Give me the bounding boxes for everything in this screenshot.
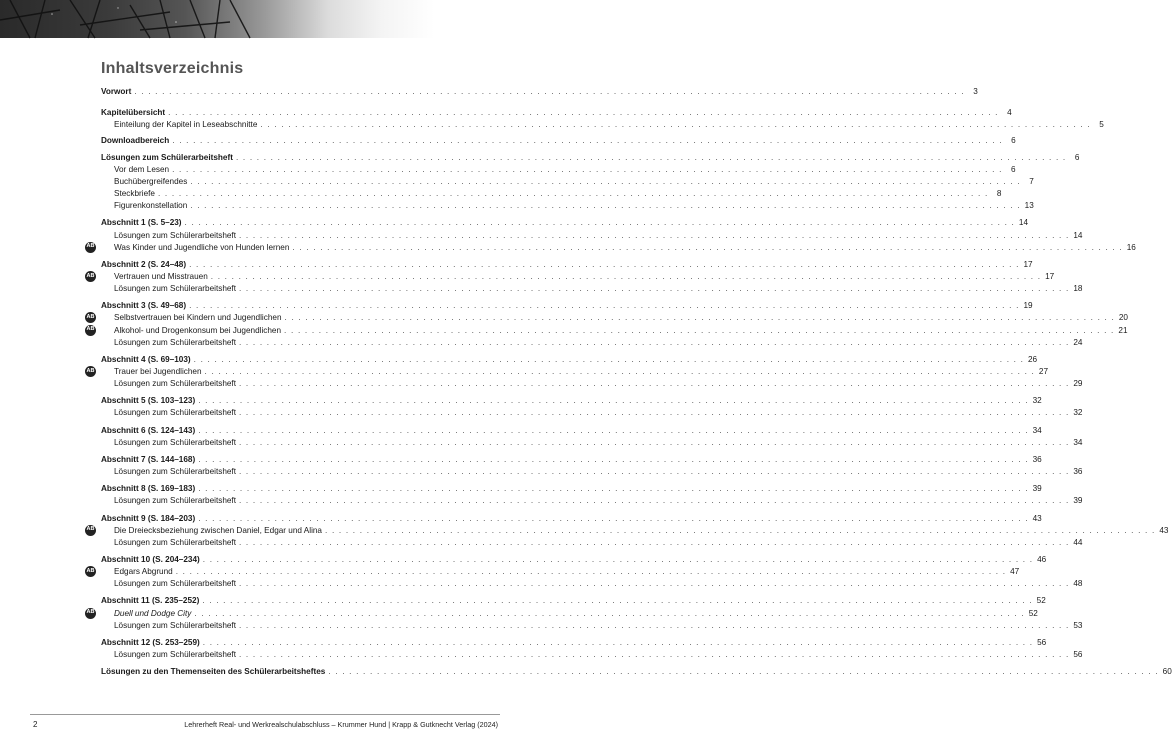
toc-entry [101, 152, 1080, 164]
toc-entry-label: Abschnitt 4 (S. 69–103) [101, 354, 191, 364]
toc-entry-page: 32 [1073, 408, 1083, 418]
toc-entry [101, 164, 1016, 176]
toc-entry [101, 259, 1033, 271]
toc-entry-page: 56 [1037, 637, 1047, 647]
toc-entry [86, 566, 1020, 578]
toc-entry-page: 52 [1036, 596, 1046, 606]
toc-entry-label: Abschnitt 9 (S. 184–203) [101, 513, 196, 523]
toc-entry [101, 466, 1083, 478]
toc-entry-label: Buchübergreifendes [114, 176, 188, 186]
toc-entry-page: 32 [1032, 396, 1042, 406]
toc-dot-leader: . . . . . . . . . . . . . . . . . . . . . . . . . . . . . . . . . . . . . . . . . . . . . . . . . . . . . . . . . . . . . . . . . . . . . . . . . . . . . . . . . . . . . . . . . . . . . . . . . . . . . . . . . . . . . . . . . . . . . . . . [202, 596, 1033, 606]
toc-entry-page: 34 [1032, 425, 1042, 435]
toc-dot-leader: . . . . . . . . . . . . . . . . . . . . . . . . . . . . . . . . . . . . . . . . . . . . . . . . . . . . . . . . . . . . . . . . . . . . . . . . . . . . . . . . . . . . . . . . . . . . . . . . . . . . . . . . . . . . . . . . . . . . . . . . [238, 620, 1070, 630]
toc-entry-page: 56 [1073, 650, 1083, 659]
toc-entry-page: 60 [1162, 667, 1172, 677]
toc-dot-leader: . . . . . . . . . . . . . . . . . . . . . . . . . . . . . . . . . . . . . . . . . . . . . . . . . . . . . . . . . . . . . . . . . . . . . . . . . . . . . . . . . . . . . . . . . . . . . . . . . . . . . . . . . . . . . . . . . . . . . . . . [238, 467, 1070, 477]
toc-entry-page: 19 [1023, 301, 1033, 311]
footer-divider [30, 714, 500, 715]
toc-dot-leader: . . . . . . . . . . . . . . . . . . . . . . . . . . . . . . . . . . . . . . . . . . . . . . . . . . . . . . . . . . . . . . . . . . . . . . . . . . . . . . . . . . . . . . . . . . . . . . . . . . . . . . . . . . . . . . . . . . . . . . . . [172, 164, 1003, 174]
toc-entry [101, 354, 1038, 366]
toc-entry-label: Lösungen zu den Themenseiten des Schülerarbeitsheftes [101, 667, 326, 677]
toc-entry [101, 135, 1016, 147]
toc-entry-label: Vertrauen und Misstrauen [114, 271, 208, 281]
header-banner-image [0, 0, 530, 38]
toc-entry [101, 337, 1083, 349]
toc-entry [101, 495, 1083, 507]
toc-dot-leader: . . . . . . . . . . . . . . . . . . . . . . . . . . . . . . . . . . . . . . . . . . . . . . . . . . . . . . . . . . . . . . . . . . . . . . . . . . . . . . . . . . . . . . . . . . . . . . . . . . . . . . . . . . . . . . . . . . . . . . . . [328, 667, 1159, 677]
toc-entry-label: Abschnitt 6 (S. 124–143) [101, 425, 196, 435]
ab-badge-icon: AB [85, 366, 96, 377]
toc-dot-leader: . . . . . . . . . . . . . . . . . . . . . . . . . . . . . . . . . . . . . . . . . . . . . . . . . . . . . . . . . . . . . . . . . . . . . . . . . . . . . . . . . . . . . . . . . . . . . . . . . . . . . . . . . . . . . . . . . . . . . . . . [175, 567, 1007, 577]
toc-dot-leader: . . . . . . . . . . . . . . . . . . . . . . . . . . . . . . . . . . . . . . . . . . . . . . . . . . . . . . . . . . . . . . . . . . . . . . . . . . . . . . . . . . . . . . . . . . . . . . . . . . . . . . . . . . . . . . . . . . . . . . . . [193, 354, 1025, 364]
toc-dot-leader: . . . . . . . . . . . . . . . . . . . . . . . . . . . . . . . . . . . . . . . . . . . . . . . . . . . . . . . . . . . . . . . . . . . . . . . . . . . . . . . . . . . . . . . . . . . . . . . . . . . . . . . . . . . . . . . . . . . . . . . . [238, 379, 1070, 389]
toc-entry [101, 454, 1042, 466]
toc-entry-page: 5 [1099, 120, 1104, 130]
toc-entry-page: 36 [1073, 467, 1083, 477]
page-title: Inhaltsverzeichnis [101, 60, 244, 77]
toc-entry [86, 525, 1169, 537]
toc-entry-label: Abschnitt 8 (S. 169–183) [101, 484, 196, 494]
toc-entry-label: Abschnitt 2 (S. 24–48) [101, 259, 187, 269]
toc-entry-page: 34 [1073, 437, 1083, 447]
toc-dot-leader: . . . . . . . . . . . . . . . . . . . . . . . . . . . . . . . . . . . . . . . . . . . . . . . . . . . . . . . . . . . . . . . . . . . . . . . . . . . . . . . . . . . . . . . . . . . . . . . . . . . . . . . . . . . . . . . . . . . . . . . . [184, 218, 1016, 228]
toc-dot-leader: . . . . . . . . . . . . . . . . . . . . . . . . . . . . . . . . . . . . . . . . . . . . . . . . . . . . . . . . . . . . . . . . . . . . . . . . . . . . . . . . . . . . . . . . . . . . . . . . . . . . . . . . . . . . . . . . . . . . . . . . [172, 136, 1003, 146]
toc-entry-label: Lösungen zum Schülerarbeitsheft [114, 284, 236, 294]
toc-entry-page: 8 [996, 189, 1002, 199]
toc-dot-leader: . . . . . . . . . . . . . . . . . . . . . . . . . . . . . . . . . . . . . . . . . . . . . . . . . . . . . . . . . . . . . . . . . . . . . . . . . . . . . . . . . . . . . . . . . . . . . . . . . . . . . . . . . . . . . . . . . . . . . . . . [260, 120, 1091, 130]
toc-entry-label: Lösungen zum Schülerarbeitsheft [114, 230, 236, 240]
ab-badge-icon: AB [85, 608, 96, 619]
toc-entry-page: 17 [1023, 259, 1033, 269]
toc-entry [101, 395, 1042, 407]
toc-entry-label: Downloadbereich [101, 136, 170, 146]
toc-entry-label: Abschnitt 10 (S. 204–234) [101, 554, 200, 564]
ab-badge-icon: AB [85, 271, 96, 282]
toc-entry-page: 16 [1126, 242, 1136, 252]
ab-badge-icon: AB [85, 566, 96, 577]
toc-dot-leader: . . . . . . . . . . . . . . . . . . . . . . . . . . . . . . . . . . . . . . . . . . . . . . . . . . . . . . . . . . . . . . . . . . . . . . . . . . . . . . . . . . . . . . . . . . . . . . . . . . . . . . . . . . . . . . . . . . . . . . . . [198, 513, 1029, 523]
toc-dot-leader: . . . . . . . . . . . . . . . . . . . . . . . . . . . . . . . . . . . . . . . . . . . . . . . . . . . . . . . . . . . . . . . . . . . . . . . . . . . . . . . . . . . . . . . . . . . . . . . . . . . . . . . . . . . . . . . . . . . . . . . . [210, 271, 1042, 281]
toc-dot-leader: . . . . . . . . . . . . . . . . . . . . . . . . . . . . . . . . . . . . . . . . . . . . . . . . . . . . . . . . . . . . . . . . . . . . . . . . . . . . . . . . . . . . . . . . . . . . . . . . . . . . . . . . . . . . . . . . . . . . . . . . [198, 396, 1029, 406]
toc-dot-leader: . . . . . . . . . . . . . . . . . . . . . . . . . . . . . . . . . . . . . . . . . . . . . . . . . . . . . . . . . . . . . . . . . . . . . . . . . . . . . . . . . . . . . . . . . . . . . . . . . . . . . . . . . . . . . . . . . . . . . . . . [238, 496, 1070, 506]
toc-entry-page: 14 [1073, 230, 1083, 240]
ab-badge-icon: AB [85, 242, 96, 253]
toc-entry [101, 578, 1083, 590]
toc-entry [101, 176, 1034, 188]
toc-entry-page: 44 [1073, 537, 1083, 547]
toc-entry-label: Trauer bei Jugendlichen [114, 367, 202, 376]
toc-entry [101, 200, 1034, 212]
toc-entry-page: 39 [1032, 484, 1042, 494]
toc-dot-leader: . . . . . . . . . . . . . . . . . . . . . . . . . . . . . . . . . . . . . . . . . . . . . . . . . . . . . . . . . . . . . . . . . . . . . . . . . . . . . . . . . . . . . . . . . . . . . . . . . . . . . . . . . . . . . . . . . . . . . . . . [292, 242, 1123, 252]
toc-entry-label: Lösungen zum Schülerarbeitsheft [114, 437, 236, 447]
toc-entry-label: Lösungen zum Schülerarbeitsheft [101, 152, 233, 162]
toc-entry [86, 242, 1136, 254]
ab-badge-icon: AB [85, 312, 96, 323]
toc-dot-leader: . . . . . . . . . . . . . . . . . . . . . . . . . . . . . . . . . . . . . . . . . . . . . . . . . . . . . . . . . . . . . . . . . . . . . . . . . . . . . . . . . . . . . . . . . . . . . . . . . . . . . . . . . . . . . . . . . . . . . . . . [198, 425, 1029, 435]
toc-entry-page: 36 [1032, 454, 1042, 464]
toc-entry-page: 6 [1074, 152, 1080, 162]
toc-dot-leader: . . . . . . . . . . . . . . . . . . . . . . . . . . . . . . . . . . . . . . . . . . . . . . . . . . . . . . . . . . . . . . . . . . . . . . . . . . . . . . . . . . . . . . . . . . . . . . . . . . . . . . . . . . . . . . . . . . . . . . . . [194, 608, 1025, 618]
toc-entry-page: 27 [1038, 367, 1049, 376]
toc-entry-page: 20 [1118, 313, 1128, 323]
toc-entry-label: Lösungen zum Schülerarbeitsheft [114, 379, 236, 389]
toc-entry-label: Steckbriefe [114, 189, 155, 199]
toc-entry-label: Lösungen zum Schülerarbeitsheft [114, 650, 236, 659]
toc-entry-label: Abschnitt 1 (S. 5–23) [101, 218, 182, 228]
toc-entry-label: Lösungen zum Schülerarbeitsheft [114, 537, 236, 547]
toc-entry-page: 26 [1028, 354, 1038, 364]
toc-dot-leader: . . . . . . . . . . . . . . . . . . . . . . . . . . . . . . . . . . . . . . . . . . . . . . . . . . . . . . . . . . . . . . . . . . . . . . . . . . . . . . . . . . . . . . . . . . . . . . . . . . . . . . . . . . . . . . . . . . . . . . . . [157, 189, 989, 199]
toc-dot-leader: . . . . . . . . . . . . . . . . . . . . . . . . . . . . . . . . . . . . . . . . . . . . . . . . . . . . . . . . . . . . . . . . . . . . . . . . . . . . . . . . . . . . . . . . . . . . . . . . . . . . . . . . . . . . . . . . . . . . . . . . [238, 337, 1070, 347]
toc-entry-label: Lösungen zum Schülerarbeitsheft [114, 467, 236, 477]
toc-entry [101, 86, 978, 98]
toc-dot-leader: . . . . . . . . . . . . . . . . . . . . . . . . . . . . . . . . . . . . . . . . . . . . . . . . . . . . . . . . . . . . . . . . . . . . . . . . . . . . . . . . . . . . . . . . . . . . . . . . . . . . . . . . . . . . . . . . . . . . . . . . [238, 579, 1070, 589]
toc-dot-leader: . . . . . . . . . . . . . . . . . . . . . . . . . . . . . . . . . . . . . . . . . . . . . . . . . . . . . . . . . . . . . . . . . . . . . . . . . . . . . . . . . . . . . . . . . . . . . . . . . . . . . . . . . . . . . . . . . . . . . . . . [284, 325, 1115, 335]
toc-entry-page: 48 [1073, 579, 1083, 589]
toc-dot-leader: . . . . . . . . . . . . . . . . . . . . . . . . . . . . . . . . . . . . . . . . . . . . . . . . . . . . . . . . . . . . . . . . . . . . . . . . . . . . . . . . . . . . . . . . . . . . . . . . . . . . . . . . . . . . . . . . . . . . . . . . [238, 537, 1070, 547]
toc-entry-page: 13 [1024, 201, 1034, 211]
toc-entry [101, 437, 1083, 449]
toc-entry-page: 6 [1011, 136, 1016, 146]
toc-entry [101, 649, 1083, 661]
toc-entry-label: Abschnitt 5 (S. 103–123) [101, 396, 196, 406]
toc-entry-page: 14 [1018, 218, 1029, 228]
toc-entry-label: Einteilung der Kapitel in Leseabschnitte [114, 120, 258, 130]
toc-dot-leader: . . . . . . . . . . . . . . . . . . . . . . . . . . . . . . . . . . . . . . . . . . . . . . . . . . . . . . . . . . . . . . . . . . . . . . . . . . . . . . . . . . . . . . . . . . . . . . . . . . . . . . . . . . . . . . . . . . . . . . . . [238, 284, 1070, 294]
toc-dot-leader: . . . . . . . . . . . . . . . . . . . . . . . . . . . . . . . . . . . . . . . . . . . . . . . . . . . . . . . . . . . . . . . . . . . . . . . . . . . . . . . . . . . . . . . . . . . . . . . . . . . . . . . . . . . . . . . . . . . . . . . . [235, 152, 1067, 162]
toc-entry-page: 18 [1073, 284, 1083, 294]
toc-entry-page: 46 [1037, 554, 1047, 564]
toc-entry-label: Die Dreiecksbeziehung zwischen Daniel, Edgar und Alina [114, 525, 322, 535]
footer-page-number: 2 [33, 720, 38, 729]
toc-entry-label: Lösungen zum Schülerarbeitsheft [114, 337, 236, 347]
toc-entry [101, 620, 1083, 632]
toc-entry [86, 312, 1128, 324]
toc-entry-label: Selbstvertrauen bei Kindern und Jugendlichen [114, 313, 282, 323]
toc-dot-leader: . . . . . . . . . . . . . . . . . . . . . . . . . . . . . . . . . . . . . . . . . . . . . . . . . . . . . . . . . . . . . . . . . . . . . . . . . . . . . . . . . . . . . . . . . . . . . . . . . . . . . . . . . . . . . . . . . . . . . . . . [238, 437, 1070, 447]
toc-entry [86, 325, 1128, 337]
toc-entry-page: 3 [973, 87, 978, 96]
toc-dot-leader: . . . . . . . . . . . . . . . . . . . . . . . . . . . . . . . . . . . . . . . . . . . . . . . . . . . . . . . . . . . . . . . . . . . . . . . . . . . . . . . . . . . . . . . . . . . . . . . . . . . . . . . . . . . . . . . . . . . . . . . . [198, 484, 1029, 494]
toc-dot-leader: . . . . . . . . . . . . . . . . . . . . . . . . . . . . . . . . . . . . . . . . . . . . . . . . . . . . . . . . . . . . . . . . . . . . . . . . . . . . . . . . . . . . . . . . . . . . . . . . . . . . . . . . . . . . . . . . . . . . . . . . [204, 367, 1036, 376]
toc-dot-leader: . . . . . . . . . . . . . . . . . . . . . . . . . . . . . . . . . . . . . . . . . . . . . . . . . . . . . . . . . . . . . . . . . . . . . . . . . . . . . . . . . . . . . . . . . . . . . . . . . . . . . . . . . . . . . . . . . . . . . . . . [238, 230, 1070, 240]
toc-entry-label: Duell und Dodge City [114, 608, 192, 618]
toc-dot-leader: . . . . . . . . . . . . . . . . . . . . . . . . . . . . . . . . . . . . . . . . . . . . . . . . . . . . . . . . . . . . . . . . . . . . . . . . . . . . . . . . . . . . . . . . . . . . . . . . . . . . . . . . . . . . . . . . . . . . . . . . [284, 313, 1115, 323]
toc-entry-page: 6 [1010, 164, 1016, 174]
toc-entry-label: Abschnitt 7 (S. 144–168) [101, 454, 196, 464]
toc-entry [101, 407, 1083, 419]
toc-entry-page: 43 [1159, 525, 1169, 535]
toc-entry-label: Vorwort [101, 87, 132, 96]
toc-dot-leader: . . . . . . . . . . . . . . . . . . . . . . . . . . . . . . . . . . . . . . . . . . . . . . . . . . . . . . . . . . . . . . . . . . . . . . . . . . . . . . . . . . . . . . . . . . . . . . . . . . . . . . . . . . . . . . . . . . . . . . . . [168, 108, 999, 118]
toc-entry-page: 21 [1118, 325, 1128, 335]
toc-dot-leader: . . . . . . . . . . . . . . . . . . . . . . . . . . . . . . . . . . . . . . . . . . . . . . . . . . . . . . . . . . . . . . . . . . . . . . . . . . . . . . . . . . . . . . . . . . . . . . . . . . . . . . . . . . . . . . . . . . . . . . . . [189, 259, 1020, 269]
toc-entry [101, 425, 1042, 437]
toc-entry-label: Lösungen zum Schülerarbeitsheft [114, 408, 236, 418]
toc-entry-page: 39 [1073, 496, 1083, 506]
toc-entry-page: 24 [1073, 337, 1083, 347]
toc-entry-label: Lösungen zum Schülerarbeitsheft [114, 579, 236, 589]
toc-entry-page: 47 [1010, 567, 1020, 577]
toc-entry-label: Vor dem Lesen [114, 164, 170, 174]
toc-entry-page: 17 [1045, 271, 1055, 281]
toc-entry [101, 300, 1033, 312]
toc-entry-label: Alkohol- und Drogenkonsum bei Jugendlichen [114, 325, 282, 335]
toc-entry-label: Was Kinder und Jugendliche von Hunden lernen [114, 242, 290, 252]
toc-entry-label: Edgars Abgrund [114, 567, 173, 577]
toc-entry-page: 4 [1007, 108, 1012, 118]
toc-entry-page: 52 [1028, 608, 1038, 618]
toc-entry [101, 483, 1042, 495]
toc-entry [101, 217, 1029, 229]
toc-dot-leader: . . . . . . . . . . . . . . . . . . . . . . . . . . . . . . . . . . . . . . . . . . . . . . . . . . . . . . . . . . . . . . . . . . . . . . . . . . . . . . . . . . . . . . . . . . . . . . . . . . . . . . . . . . . . . . . . . . . . . . . . [325, 525, 1156, 535]
toc-dot-leader: . . . . . . . . . . . . . . . . . . . . . . . . . . . . . . . . . . . . . . . . . . . . . . . . . . . . . . . . . . . . . . . . . . . . . . . . . . . . . . . . . . . . . . . . . . . . . . . . . . . . . . . . . . . . . . . . . . . . . . . . [198, 454, 1029, 464]
toc-entry [101, 188, 1002, 200]
toc-entry-label: Kapitelübersicht [101, 108, 166, 118]
toc-entry [101, 595, 1046, 607]
toc-dot-leader: . . . . . . . . . . . . . . . . . . . . . . . . . . . . . . . . . . . . . . . . . . . . . . . . . . . . . . . . . . . . . . . . . . . . . . . . . . . . . . . . . . . . . . . . . . . . . . . . . . . . . . . . . . . . . . . . . . . . . . . . [202, 637, 1034, 647]
ab-badge-icon: AB [85, 525, 96, 536]
toc-entry [101, 513, 1042, 525]
footer-text: Lehrerheft Real- und Werkrealschulabschluss – Krummer Hund | Krapp & Gutknecht Verlag (2024) [184, 720, 498, 729]
toc-entry-page: 53 [1073, 620, 1083, 630]
toc-entry-label: Abschnitt 3 (S. 49–68) [101, 301, 187, 311]
toc-entry [101, 378, 1083, 390]
toc-entry [101, 107, 1012, 119]
toc-dot-leader: . . . . . . . . . . . . . . . . . . . . . . . . . . . . . . . . . . . . . . . . . . . . . . . . . . . . . . . . . . . . . . . . . . . . . . . . . . . . . . . . . . . . . . . . . . . . . . . . . . . . . . . . . . . . . . . . . . . . . . . . [238, 408, 1070, 418]
toc-entry [86, 366, 1049, 378]
toc-entry [101, 666, 1172, 678]
toc-dot-leader: . . . . . . . . . . . . . . . . . . . . . . . . . . . . . . . . . . . . . . . . . . . . . . . . . . . . . . . . . . . . . . . . . . . . . . . . . . . . . . . . . . . . . . . . . . . . . . . . . . . . . . . . . . . . . . . . . . . . . . . . [190, 201, 1021, 211]
toc-entry [86, 608, 1038, 620]
toc-entry [101, 637, 1047, 649]
ab-badge-icon: AB [85, 325, 96, 336]
toc-entry [101, 283, 1083, 295]
toc-entry-label: Abschnitt 11 (S. 235–252) [101, 596, 200, 606]
toc-dot-leader: . . . . . . . . . . . . . . . . . . . . . . . . . . . . . . . . . . . . . . . . . . . . . . . . . . . . . . . . . . . . . . . . . . . . . . . . . . . . . . . . . . . . . . . . . . . . . . . . . . . . . . . . . . . . . . . . . . . . . . . . [238, 650, 1070, 659]
toc-dot-leader: . . . . . . . . . . . . . . . . . . . . . . . . . . . . . . . . . . . . . . . . . . . . . . . . . . . . . . . . . . . . . . . . . . . . . . . . . . . . . . . . . . . . . . . . . . . . . . . . . . . . . . . . . . . . . . . . . . . . . . . . [202, 554, 1034, 564]
toc-dot-leader: . . . . . . . . . . . . . . . . . . . . . . . . . . . . . . . . . . . . . . . . . . . . . . . . . . . . . . . . . . . . . . . . . . . . . . . . . . . . . . . . . . . . . . . . . . . . . . . . . . . . . . . . . . . . . . . . . . . . . . . . [189, 301, 1020, 311]
toc-entry [101, 230, 1083, 242]
toc-entry-page: 43 [1032, 513, 1042, 523]
toc-dot-leader: . . . . . . . . . . . . . . . . . . . . . . . . . . . . . . . . . . . . . . . . . . . . . . . . . . . . . . . . . . . . . . . . . . . . . . . . . . . . . . . . . . . . . . . . . . . . . . . . . . . . . . . . . . . . . . . . . . . . . . . . [190, 176, 1021, 186]
toc-dot-leader: . . . . . . . . . . . . . . . . . . . . . . . . . . . . . . . . . . . . . . . . . . . . . . . . . . . . . . . . . . . . . . . . . . . . . . . . . . . . . . . . . . . . . . . . . . . . . . . . . . . . . . . . . . . . . . . . . . . . . . . . [134, 87, 965, 96]
toc-entry-label: Lösungen zum Schülerarbeitsheft [114, 620, 236, 630]
toc-entry [101, 119, 1104, 131]
toc-entry-label: Lösungen zum Schülerarbeitsheft [114, 496, 236, 506]
toc-entry [101, 554, 1047, 566]
toc-entry [86, 271, 1055, 283]
toc-entry-page: 29 [1073, 379, 1083, 389]
toc-entry-page: 7 [1029, 176, 1034, 186]
toc-entry-label: Abschnitt 12 (S. 253–259) [101, 637, 200, 647]
toc-entry [101, 537, 1083, 549]
toc-entry-label: Figurenkonstellation [114, 201, 188, 211]
